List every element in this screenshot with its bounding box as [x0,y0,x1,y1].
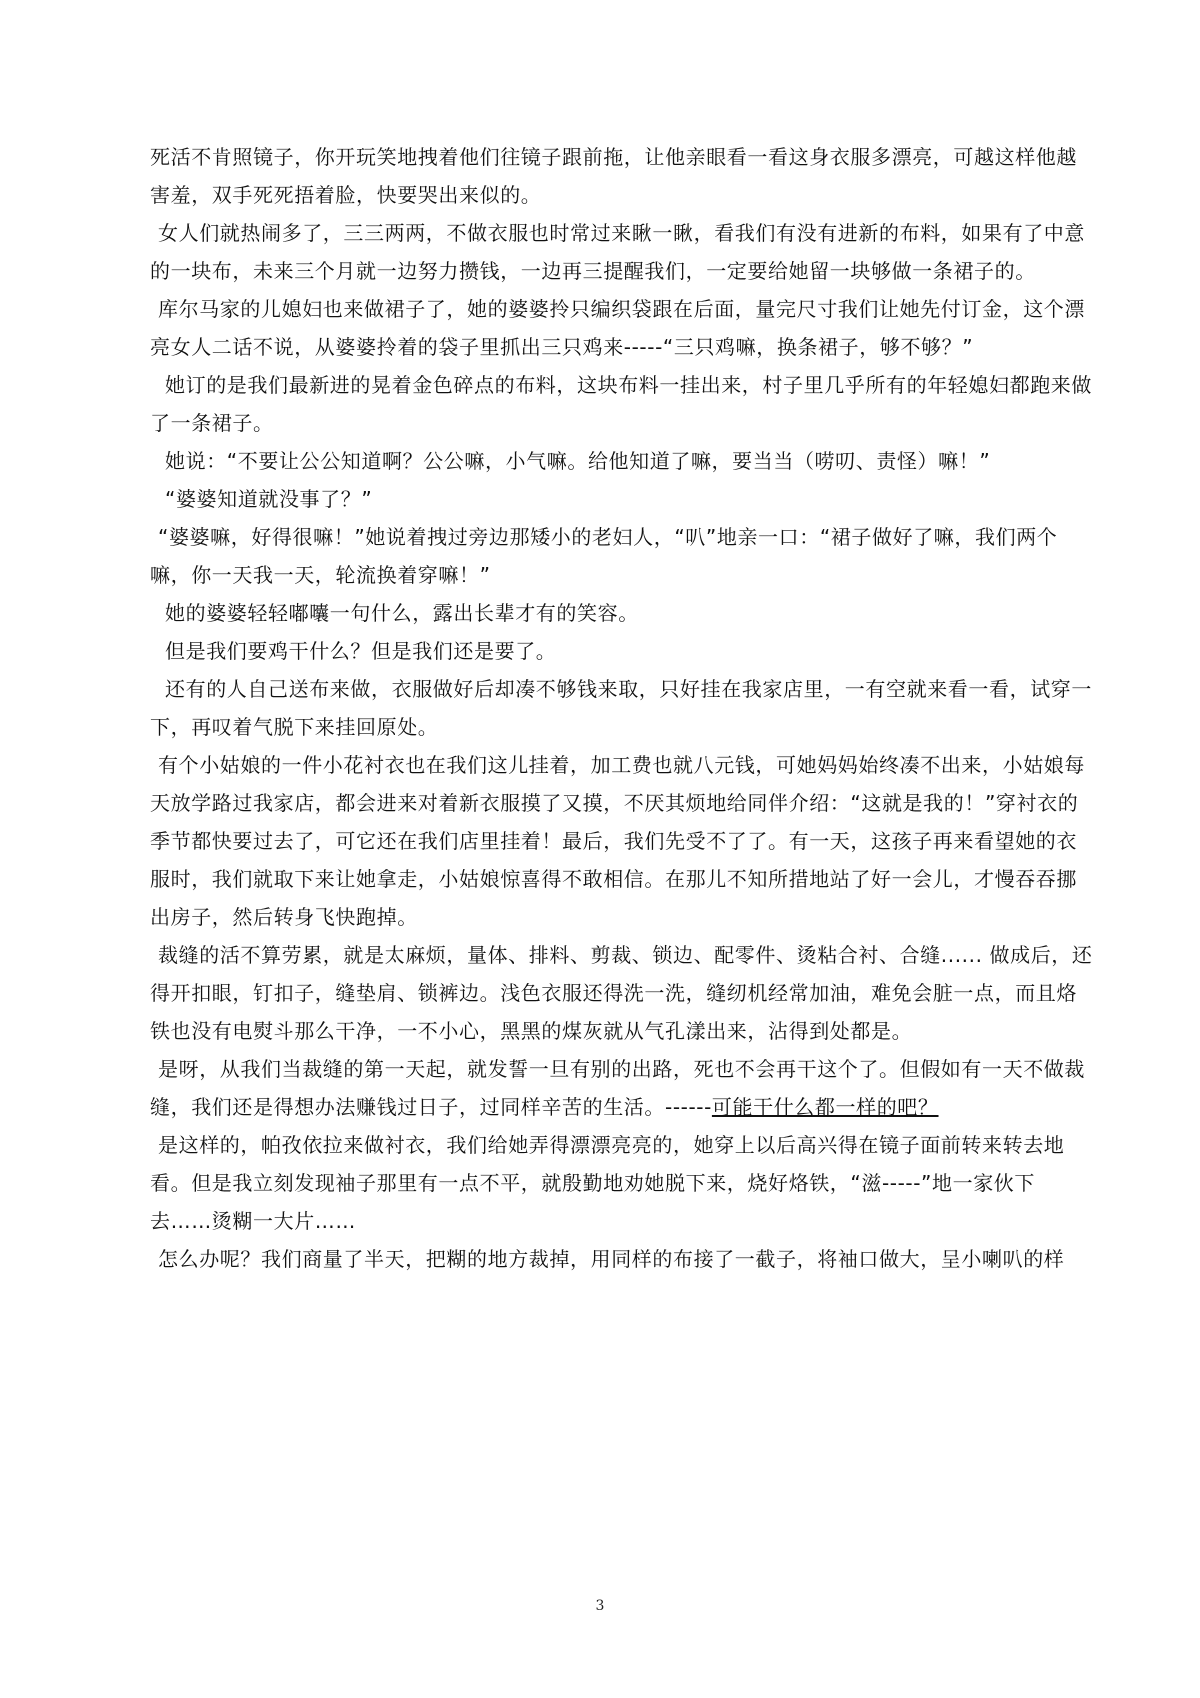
paragraph-7: “婆婆嘛，好得很嘛！”她说着拽过旁边那矮小的老妇人，“叭”地亲一口：“裙子做好了嘛，我们两个嘛，你一天我一天，轮流换着穿嘛！” [150,525,1058,587]
paragraph-10: 还有的人自己送布来做，衣服做好后却凑不够钱来取，只好挂在我家店里，一有空就来看一看，试穿一下，再叹着气脱下来挂回原处。 [150,677,1092,739]
paragraph-6: “婆婆知道就没事了？” [165,487,373,511]
paragraph-12: 裁缝的活不算劳累，就是太麻烦，量体、排料、剪裁、锁边、配零件、烫粘合衬、合缝...... 做成后，还得开扣眼，钉扣子，缝垫肩、锁裤边。浅色衣服还得洗一洗，缝纫机经常加油，难免会脏一点，而且烙铁也没有电熨斗那么干净，一不小心，黑黑的煤灰就从气孔漾出来，沾得到处都是。 [150,943,1093,1043]
paragraph-3: 库尔马家的儿媳妇也来做裙子了，她的婆婆拎只编织袋跟在后面，量完尺寸我们让她先付订金，这个漂亮女人二话不说，从婆婆拎着的袋子里抓出三只鸡来-----“三只鸡嘛，换条裙子，够不够？” [150,297,1085,359]
paragraph-14: 是这样的，帕孜依拉来做衬衣，我们给她弄得漂漂亮亮的，她穿上以后高兴得在镜子面前转来转去地看。但是我立刻发现袖子那里有一点不平，就殷勤地劝她脱下来，烧好烙铁，“滋-----”地一家伙下去……烫糊一大片…… [150,1133,1065,1233]
paragraph-9: 但是我们要鸡干什么？但是我们还是要了。 [165,639,557,663]
paragraph-2: 女人们就热闹多了，三三两两，不做衣服也时常过来瞅一瞅，看我们有没有进新的布料，如果有了中意的一块布，未来三个月就一边努力攒钱，一边再三提醒我们，一定要给她留一块够做一条裙子的。 [150,221,1085,283]
paragraph-8: 她的婆婆轻轻嘟囔一句什么，露出长辈才有的笑容。 [165,601,639,625]
paragraph-1: 死活不肯照镜子，你开玩笑地拽着他们往镜子跟前拖，让他亲眼看一看这身衣服多漂亮，可越这样他越害羞，双手死死捂着脸，快要哭出来似的。 [150,145,1077,207]
page-number: 3 [595,1598,605,1614]
paragraph-4: 她订的是我们最新进的晃着金色碎点的布料，这块布料一挂出来，村子里几乎所有的年轻媳妇都跑来做了一条裙子。 [150,373,1092,435]
paragraph-13 [150,1050,1096,1126]
body-text [150,138,1096,1278]
paragraph-13-text: 是呀，从我们当裁缝的第一天起，就发誓一旦有别的出路，死也不会再干这个了。但假如有一天不做裁缝，我们还是得想办法赚钱过日子，过同样辛苦的生活。------ [150,1057,1085,1119]
paragraph-5: 她说：“不要让公公知道啊？公公嘛，小气嘛。给他知道了嘛，要当当（唠叨、责怪）嘛！” [165,449,991,473]
paragraph-15: 怎么办呢？我们商量了半天，把糊的地方裁掉，用同样的布接了一截子，将袖口做大，呈小喇叭的样 [158,1247,1065,1271]
underlined-sentence: 可能干什么都一样的吧？ [711,1095,939,1119]
paragraph-11: 有个小姑娘的一件小花衬衣也在我们这儿挂着，加工费也就八元钱，可她妈妈始终凑不出来，小姑娘每天放学路过我家店，都会进来对着新衣服摸了又摸，不厌其烦地给同伴介绍：“这就是我的！”穿衬衣的季节都快要过去了，可它还在我们店里挂着！最后，我们先受不了了。有一天，这孩子再来看望她的衣服时，我们就取下来让她拿走，小姑娘惊喜得不敢相信。在那儿不知所措地站了好一会儿，才慢吞吞挪出房子，然后转身飞快跑掉。 [150,753,1085,929]
